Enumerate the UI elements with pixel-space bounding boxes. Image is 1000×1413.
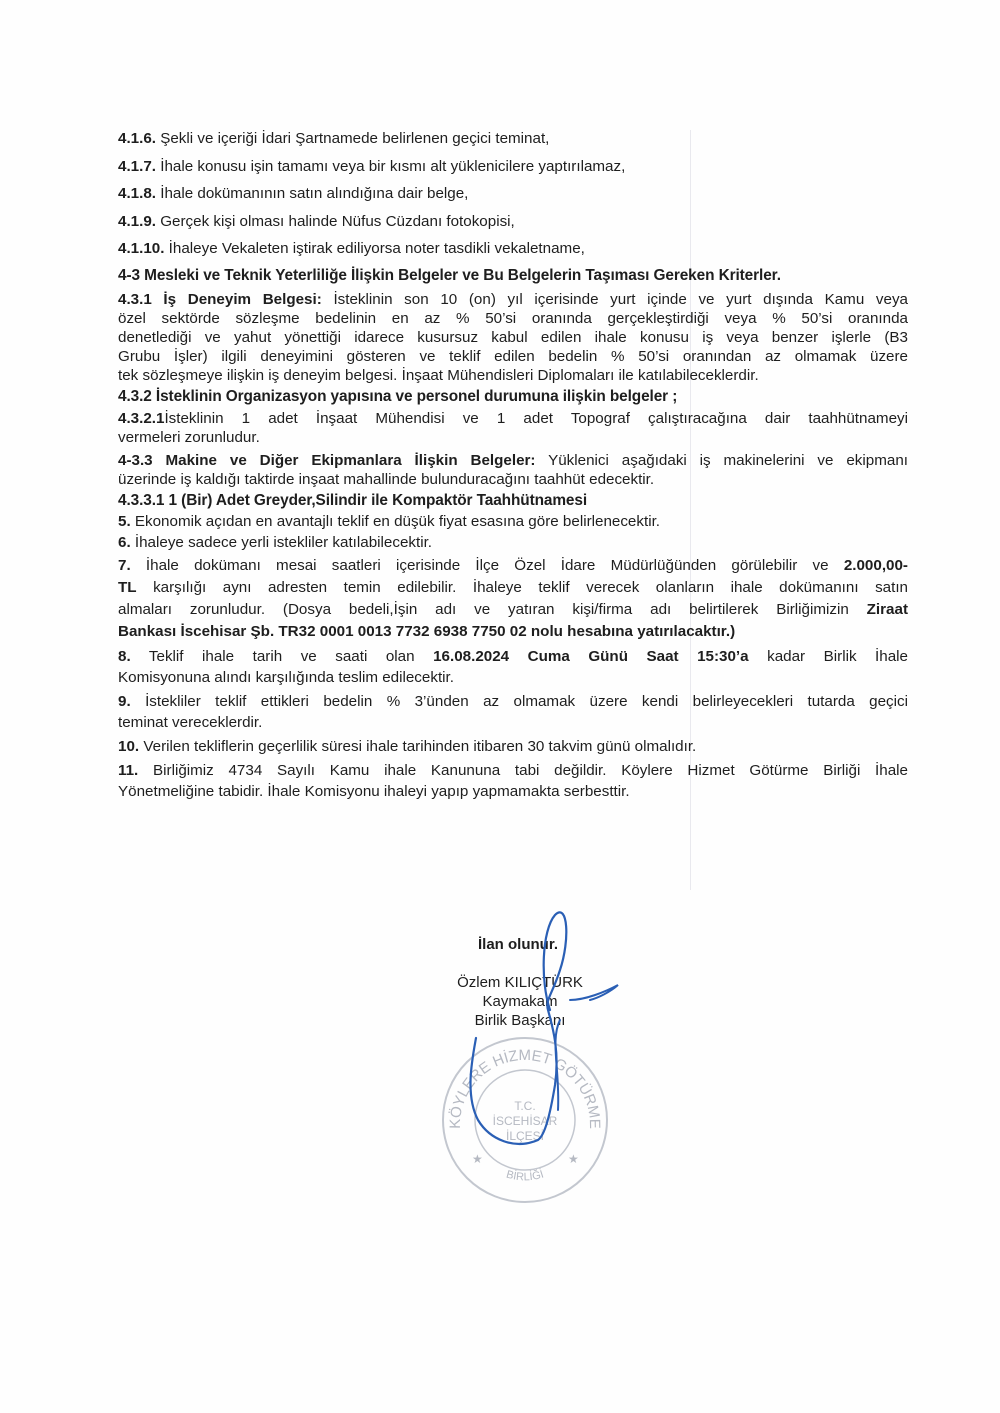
text-line — [118, 691, 908, 712]
text-line — [118, 555, 908, 577]
clause-number: 4.1.10. — [118, 240, 165, 257]
clause-number: 10. — [118, 737, 140, 755]
stamp-center-text: İSCEHİSAR — [492, 1114, 558, 1128]
clause-4-1-8 — [118, 183, 908, 204]
clause-text: İsteklinin 1 adet İnşaat Mühendisi ve 1 adet Topograf çalıştıracağına dair taahhütnameyi — [164, 409, 908, 427]
clause-text: kadar Birlik İhale — [748, 647, 908, 665]
clause-11 — [118, 760, 908, 802]
stamp-ring-text: KÖYLERE HİZMET GÖTÜRME — [446, 1046, 604, 1129]
text-line: vermeleri zorunludur. — [118, 428, 260, 446]
clause-10 — [118, 736, 908, 757]
clause-text: Gerçek kişi olması halinde Nüfus Cüzdanı fotokopisi, — [156, 212, 515, 230]
text-line: tek sözleşmeye ilişkin iş deneyim belgesi. İnşaat Mühendisleri Diplomaları ile katılabileceklerdir. — [118, 366, 759, 384]
bank-account: Bankası İscehisar Şb. TR32 0001 0013 7732 6938 7750 02 nolu hesabına yatırılacaktır.) — [118, 622, 736, 640]
clause-number: 8. — [118, 647, 131, 665]
stamp-bottom-text: BİRLİĞİ — [504, 1168, 546, 1184]
clause-text: İhale dokümanının satın alındığına dair belge, — [156, 185, 469, 202]
clause-4-1-6 — [118, 128, 908, 149]
clause-text: Birliğimiz 4734 Sayılı Kamu ihale Kanununa tabi değildir. Köylere Hizmet Götürme Birliği İhale — [138, 761, 908, 779]
stamp-center-text: T.C. — [514, 1099, 536, 1113]
section-heading-4-3: 4-3 Mesleki ve Teknik Yeterliliğe İlişkin Belgeler ve Bu Belgelerin Taşıması Gereken Kriterler. — [118, 266, 781, 284]
clause-text: İsteklinin son 10 (on) yıl içerisinde yurt içinde ve yurt dışında Kamu veya — [321, 290, 908, 308]
text-line: Yönetmeliğine tabidir. İhale Komisyonu ihaleyi yapıp yapmamakta serbesttir. — [118, 782, 630, 800]
handwritten-signature — [420, 900, 680, 1150]
stamp-center-text: İLÇESİ — [505, 1129, 545, 1143]
clause-number: 4.1.6. — [118, 130, 156, 147]
clause-label: 4.3.1 İş Deneyim Belgesi: — [118, 290, 322, 308]
clause-number: 4.1.7. — [118, 157, 156, 175]
text-line — [118, 577, 908, 599]
text-line — [118, 512, 908, 531]
text-line — [118, 646, 908, 667]
text-line — [118, 760, 908, 781]
clause-text: İhale konusu işin tamamı veya bir kısmı alt yüklenicilere yaptırılamaz, — [156, 157, 626, 175]
clause-4-3-3-1: 4.3.3.1 1 (Bir) Adet Greyder,Silindir ile Kompaktör Taahhütnamesi — [118, 491, 588, 509]
clause-4-1-9 — [118, 211, 908, 232]
document-body — [118, 128, 908, 802]
clause-number: 4.1.9. — [118, 212, 156, 230]
stamp-star-icon: ★ — [568, 1152, 579, 1166]
clause-number: 11. — [118, 761, 139, 779]
signature-stroke — [555, 1020, 560, 1110]
text-line: denetlediği ve yahut yönettiği idarece kusursuz kabul edilen ihale konusu iş veya benzer işlerle (B3 — [118, 328, 908, 346]
signer-name: Özlem KILIÇTÜRK — [457, 974, 583, 991]
clause-text: İhale dokümanı mesai saatleri içerisinde İlçe Özel İdare Müdürlüğünden görülebilir ve — [130, 556, 844, 574]
clause-text: İhaleye Vekaleten iştirak ediliyorsa noter tasdikli vekaletname, — [164, 240, 585, 257]
clause-number: 7. — [118, 556, 131, 574]
clause-5 — [118, 512, 908, 531]
clause-text: İstekliler teklif ettikleri bedelin % 3’ünden az olmamak üzere kendi belirleyecekleri tutarda geçici — [130, 692, 908, 710]
clause-4-3-2: 4.3.2 İsteklinin Organizasyon yapısına ve personel durumuna ilişkin belgeler ; — [118, 387, 678, 405]
clause-label: 4-3.3 Makine ve Diğer Ekipmanlara İlişkin Belgeler: — [118, 451, 536, 469]
closing-text: İlan olunur. — [478, 936, 559, 953]
stamp-star-icon: ★ — [472, 1152, 483, 1166]
clause-text: İhaleye sadece yerli istekliler katılabilecektir. — [130, 533, 433, 551]
clause-number: 5. — [118, 512, 131, 530]
clause-text: Ekonomik açıdan en avantajlı teklif en düşük fiyat esasına göre belirlenecektir. — [130, 512, 661, 530]
clause-4-1-7 — [118, 156, 908, 177]
clause-text: karşılığı aynı adresten temin edilebilir. İhaleye teklif verecek olanların ihale dokümanını satın — [136, 578, 908, 596]
currency: TL — [118, 578, 137, 596]
text-line — [118, 599, 908, 621]
text-line — [118, 621, 908, 643]
clause-text: Teklif ihale tarih ve saati olan — [130, 647, 434, 665]
clause-text: Şekli ve içeriği İdari Şartnamede belirlenen geçici teminat, — [156, 130, 550, 147]
signer-title: Kaymakam — [482, 993, 558, 1010]
signature-stroke — [470, 912, 566, 1144]
deadline: 16.08.2024 Cuma Günü Saat 15:30’a — [433, 647, 749, 665]
text-line: Grubu İşler) ilgili deneyimini gösteren ve teklif edilen bedelin % 50’si oranından az olmamak üzere — [118, 347, 908, 365]
text-line — [118, 451, 908, 470]
clause-9 — [118, 691, 908, 733]
clause-text: almaları zorunludur. (Dosya bedeli,İşin adı ve yatıran kişi/firma adı belirtilerek Birliğimizin — [118, 600, 867, 618]
text-line: Komisyonuna alındı karşılığında teslim edilecektir. — [118, 668, 454, 686]
clause-4-1-10 — [118, 238, 908, 259]
clause-number: 4.1.8. — [118, 185, 156, 202]
clause-4-3-3 — [118, 451, 908, 489]
signature-stroke — [570, 985, 618, 1000]
document-fee: 2.000,00- — [843, 556, 908, 574]
text-line — [118, 736, 908, 757]
clause-label: 4.3.2.1 — [118, 409, 165, 427]
text-line — [118, 409, 908, 428]
clause-text: Yüklenici aşağıdaki iş makinelerini ve ekipmanı — [535, 451, 908, 469]
text-line: özel sektörde sözleşme bedelinin en az % 50’si oranında gerçekleştirdiği veya % 50’si oranında — [118, 309, 908, 327]
clause-7 — [118, 555, 908, 643]
clause-4-3-1 — [118, 290, 908, 385]
clause-text: Verilen tekliflerin geçerlilik süresi ihale tarihinden itibaren 30 takvim günü olmalıdır. — [139, 737, 697, 755]
clause-8 — [118, 646, 908, 688]
bank-name: Ziraat — [866, 600, 908, 618]
clause-number: 9. — [118, 692, 131, 710]
text-line: teminat vereceklerdir. — [118, 713, 263, 731]
text-line — [118, 533, 908, 552]
signer-role: Birlik Başkanı — [474, 1012, 566, 1029]
clause-number: 6. — [118, 533, 131, 551]
text-line — [118, 290, 908, 309]
text-line: üzerinde iş kaldığı taktirde inşaat mahallinde bulunduracağını taahhüt edecektir. — [118, 470, 655, 488]
clause-6 — [118, 533, 908, 552]
clause-4-3-2-1 — [118, 409, 908, 447]
